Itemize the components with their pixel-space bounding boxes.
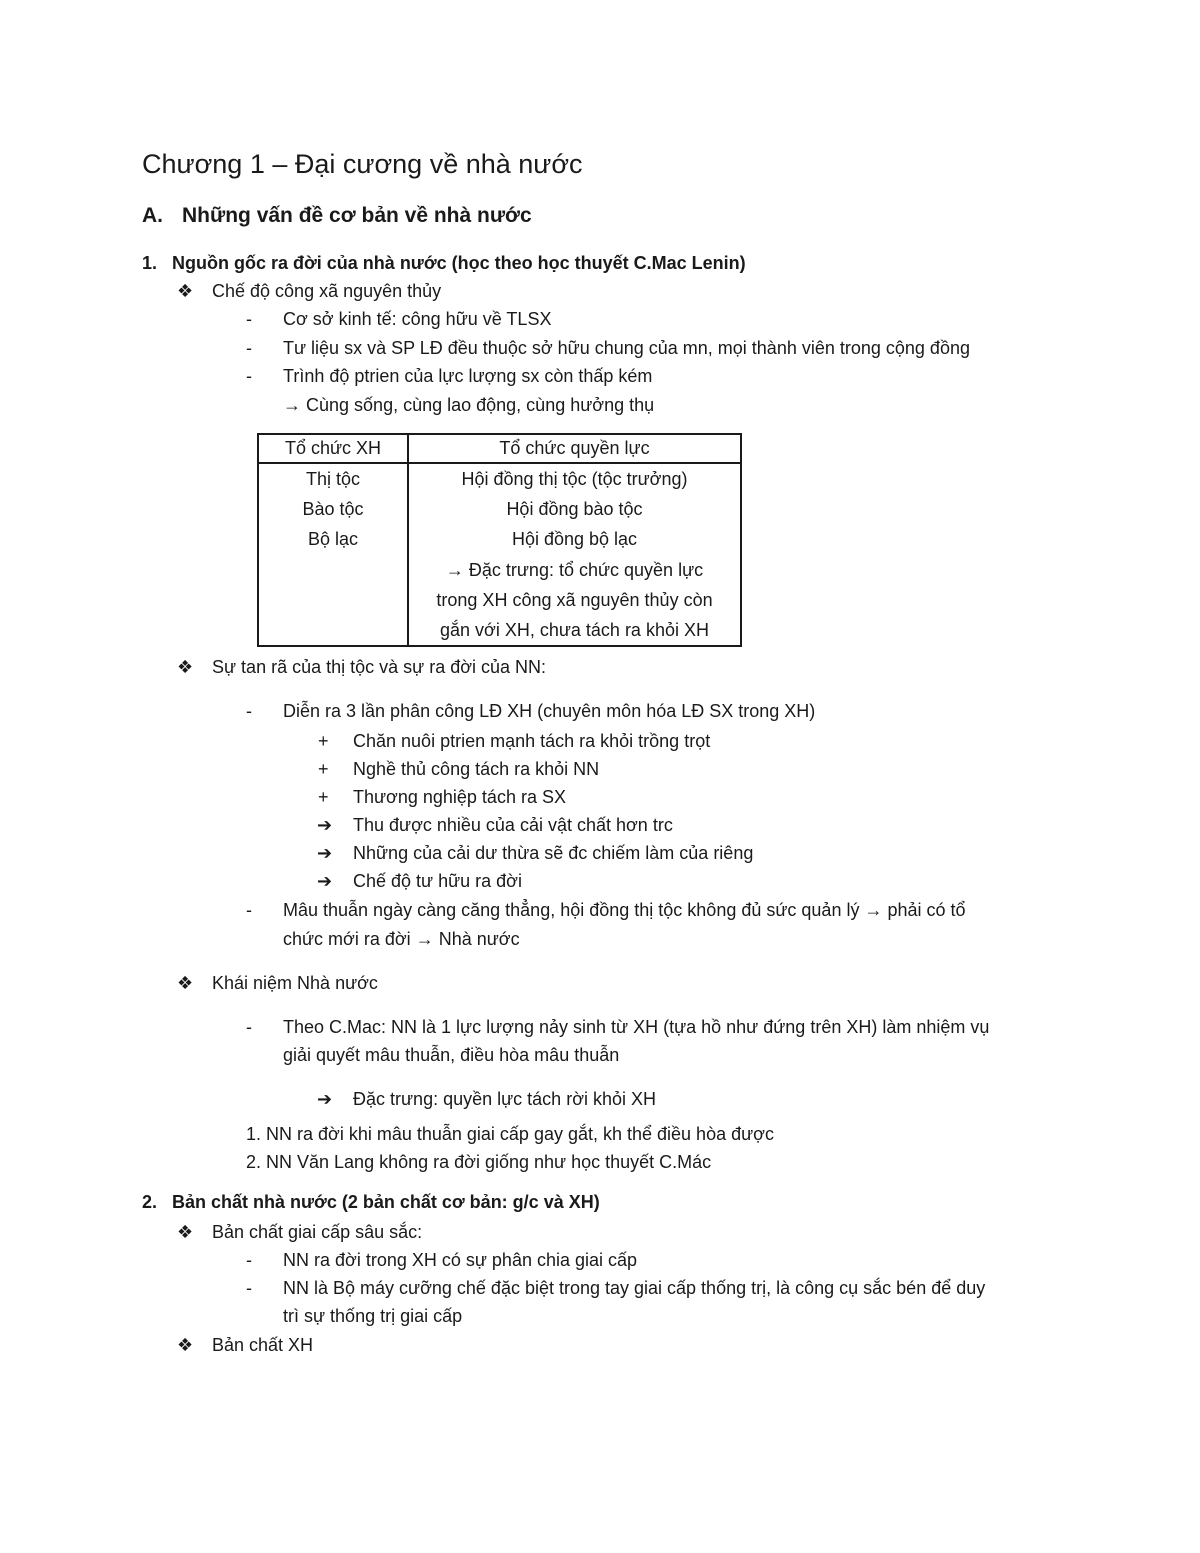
list-item (246, 699, 816, 723)
plus-item-text: Thương nghiệp tách ra SX (353, 787, 566, 807)
list-item (246, 1248, 638, 1272)
numbered-note: 2. NN Văn Lang không ra đời giống như học thuyết C.Mác (246, 1152, 712, 1172)
list-item-continuation: giải quyết mâu thuẫn, điều hòa mâu thuẫn (283, 1045, 620, 1065)
table-cell-empty (258, 554, 408, 646)
table-note-line: → Đặc trưng: tổ chức quyền lực (445, 560, 704, 580)
plus-item-text: Chăn nuôi ptrien mạnh tách ra khỏi trồng trọt (353, 731, 711, 751)
arrow-item (317, 813, 673, 837)
list-item (246, 336, 970, 360)
bullet-social-nature (177, 1333, 314, 1357)
table-row (258, 494, 741, 524)
bullet-text: Bản chất giai cấp sâu sắc: (212, 1222, 423, 1242)
arrow-right-icon: ➔ (317, 871, 333, 891)
plus-item (318, 729, 711, 753)
arrow-item-text: Đặc trưng: quyền lực tách rời khỏi XH (353, 1089, 657, 1109)
table-header-row (258, 434, 741, 463)
plus-icon: + (318, 787, 329, 807)
list-item-text: Diễn ra 3 lần phân công LĐ XH (chuyên môn hóa LĐ SX trong XH) (283, 701, 816, 721)
table-header-cell: Tổ chức quyền lực (408, 434, 741, 463)
list-item (246, 307, 552, 331)
list-item-text: Mâu thuẫn ngày càng căng thẳng, hội đồng thị tộc không đủ sức quản lý → phải có tổ (283, 900, 966, 920)
diamond-bullet-icon: ❖ (177, 1335, 194, 1355)
arrow-item-text: Chế độ tư hữu ra đời (353, 871, 522, 891)
arrow-right-icon: → (445, 560, 469, 580)
dash-icon: - (246, 366, 252, 386)
table-row (258, 554, 741, 646)
table-cell: Hội đồng bào tộc (506, 499, 643, 519)
list-item-continuation: chức mới ra đời → Nhà nước (283, 929, 520, 949)
list-item (246, 364, 653, 388)
list-item (246, 898, 966, 922)
table-note-line: trong XH công xã nguyên thủy còn (436, 590, 713, 610)
diamond-bullet-icon: ❖ (177, 1222, 194, 1242)
arrow-right-icon: ➔ (317, 1089, 333, 1109)
list-item-text: NN ra đời trong XH có sự phân chia giai cấp (283, 1250, 638, 1270)
arrow-item (317, 869, 522, 893)
s2-title: Bản chất nhà nước (2 bản chất cơ bản: g/c và XH) (172, 1192, 600, 1212)
dash-icon: - (246, 338, 252, 358)
table-cell: Thị tộc (258, 463, 408, 494)
list-item-text: Theo C.Mac: NN là 1 lực lượng nảy sinh từ XH (tựa hồ như đứng trên XH) làm nhiệm vụ (283, 1017, 990, 1037)
arrow-item-text: Những của cải dư thừa sẽ đc chiếm làm của riêng (353, 843, 754, 863)
arrow-right-icon: → (283, 395, 301, 415)
table-note-line: gắn với XH, chưa tách ra khỏi XH (440, 620, 709, 640)
diamond-bullet-icon: ❖ (177, 973, 194, 993)
list-item (246, 1276, 986, 1300)
diamond-bullet-icon: ❖ (177, 281, 194, 301)
list-item-text: NN là Bộ máy cưỡng chế đặc biệt trong tay giai cấp thống trị, là công cụ sắc bén để duy (283, 1278, 986, 1298)
arrow-item (317, 1087, 657, 1111)
bullet-dissolution (177, 655, 547, 679)
dash-icon: - (246, 1278, 252, 1298)
list-item-text: Trình độ ptrien của lực lượng sx còn thấp kém (283, 366, 653, 386)
section-a-marker: A. (142, 204, 163, 227)
plus-item (318, 757, 600, 781)
dash-icon: - (246, 1017, 252, 1037)
arrow-item-text: Thu được nhiều của cải vật chất hơn trc (353, 815, 673, 835)
bullet-text: Khái niệm Nhà nước (212, 973, 378, 993)
arrow-right-icon: ➔ (317, 843, 333, 863)
table-note-cell (408, 554, 741, 646)
dash-icon: - (246, 701, 252, 721)
section-a-heading (142, 202, 532, 230)
plus-icon: + (318, 731, 329, 751)
table-row (258, 463, 741, 494)
s1-title: Nguồn gốc ra đời của nhà nước (học theo học thuyết C.Mac Lenin) (172, 253, 746, 273)
s2-number: 2. (142, 1192, 158, 1212)
table-cell: Bộ lạc (258, 524, 408, 554)
organization-table (257, 433, 742, 647)
list-item (246, 1015, 990, 1039)
arrow-right-icon: ➔ (317, 815, 333, 835)
arrow-line (283, 393, 654, 417)
bullet-text: Sự tan rã của thị tộc và sự ra đời của NN: (212, 657, 547, 677)
arrow-item (317, 841, 754, 865)
table-cell: Hội đồng bộ lạc (511, 529, 638, 549)
arrow-right-icon: → (415, 929, 434, 949)
bullet-text: Bản chất XH (212, 1335, 314, 1355)
diamond-bullet-icon: ❖ (177, 657, 194, 677)
bullet-primitive-commune (177, 279, 442, 303)
list-item-continuation: trì sự thống trị giai cấp (283, 1306, 463, 1326)
dash-icon: - (246, 900, 252, 920)
s1-heading (142, 251, 746, 275)
table-header-cell: Tổ chức XH (258, 434, 408, 463)
bullet-state-concept (177, 971, 378, 995)
numbered-note: 1. NN ra đời khi mâu thuẫn giai cấp gay gắt, kh thể điều hòa được (246, 1124, 774, 1144)
arrow-text: Cùng sống, cùng lao động, cùng hưởng thụ (306, 395, 655, 415)
bullet-text: Chế độ công xã nguyên thủy (212, 281, 442, 301)
section-a-title: Những vấn đề cơ bản về nhà nước (182, 204, 532, 227)
list-item-text: Cơ sở kinh tế: công hữu về TLSX (283, 309, 552, 329)
arrow-right-icon: → (864, 900, 883, 920)
table-cell: Bào tộc (258, 494, 408, 524)
s1-number: 1. (142, 253, 158, 273)
plus-item (318, 785, 566, 809)
s2-heading (142, 1190, 600, 1214)
dash-icon: - (246, 309, 252, 329)
chapter-title: Chương 1 – Đại cương về nhà nước (142, 149, 583, 179)
table-cell: Hội đồng thị tộc (tộc trưởng) (461, 469, 688, 489)
dash-icon: - (246, 1250, 252, 1270)
bullet-class-nature (177, 1220, 423, 1244)
table-row (258, 524, 741, 554)
plus-icon: + (318, 759, 329, 779)
plus-item-text: Nghề thủ công tách ra khỏi NN (353, 759, 600, 779)
list-item-text: Tư liệu sx và SP LĐ đều thuộc sở hữu chung của mn, mọi thành viên trong cộng đồng (283, 338, 970, 358)
